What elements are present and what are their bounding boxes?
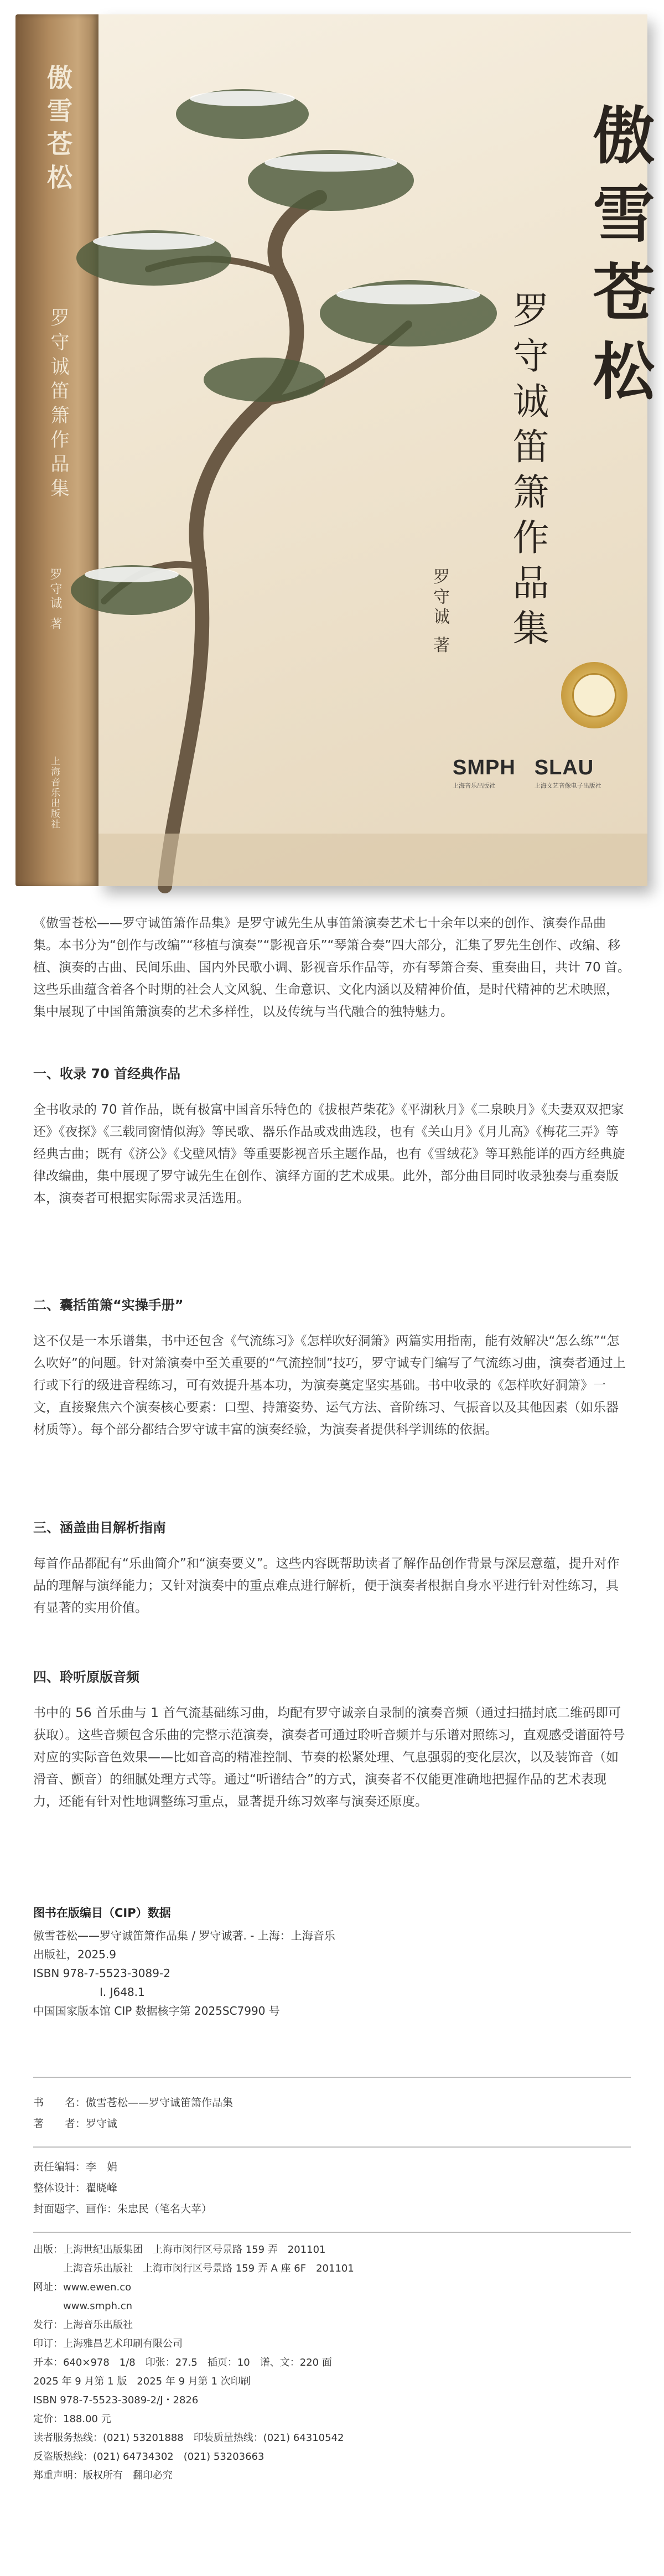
cip-line: Ⅰ. J648.1 [100, 1985, 145, 1999]
section-body: 这不仅是一本乐谱集，书中还包含《气流练习》《怎样吹好洞箫》两篇实用指南，能有效解决“怎么练”“怎么吹好”的问题。针对箫演奏中至关重要的“气流控制”技巧，罗守诚专门编写了气流练习曲，演奏者通过上行或下行的级进音程练习，可有效提升基本功，为演奏奠定坚实基础。书中收录的《怎样吹好洞箫》一文，直接聚焦六个演奏核心要素：口型、持箫姿势、运气方法、音阶练习、气振音以及其他因素（如乐器材质等）。每个部分都结合罗守诚丰富的演奏经验，为演奏者提供科学训练的依据。 [33, 1334, 626, 1437]
intro-paragraph: 《傲雪苍松——罗守诚笛箫作品集》是罗守诚先生从事笛箫演奏艺术七十余年以来的创作、演奏作品曲集。本书分为“创作与改编”“移植与演奏”“影视音乐”“琴箫合奏”四大部分，汇集了罗先生创作、改编、移植、演奏的古曲、民间乐曲、国内外民歌小调、影视音乐作品等，亦有琴箫合奏、重奏曲目，共计 70 首。这些乐曲蕴含着各个时期的社会人文风貌、生命意识、文化内涵以及精神价值，是时代精神的艺术映照，集中展现了中国笛箫演奏的艺术多样性，以及传统与当代融合的独特魅力。 [33, 916, 630, 1019]
section-body: 全书收录的 70 首作品，既有极富中国音乐特色的《拔根芦柴花》《平湖秋月》《二泉映月》《夫妻双双把家还》《夜探》《三载同窗情似海》等民歌、器乐作品或戏曲选段，也有《关山月》《月儿高》《梅花三弄》等经典古曲；既有《济公》《戈壁风情》等重要影视音乐主题作品，也有《雪绒花》等耳熟能详的西方经典旋律改编曲，集中展现了罗守诚先生在创作、演绎方面的艺术成果。此外，部分曲目同时收录独奏与重奏版本，演奏者可根据实际需求灵活选用。 [33, 1103, 625, 1206]
copyright-block [33, 2092, 631, 2134]
designer-line: 整体设计：翟晓峰 [33, 2182, 118, 2194]
edition-line: 2025 年 9 月第 1 版 2025 年 9 月第 1 次印刷 [33, 2376, 251, 2387]
smph-logo: SMPH 上海音乐出版社 [453, 756, 516, 789]
divider [33, 2232, 631, 2233]
credits-block [33, 2156, 631, 2220]
section-1 [33, 1063, 631, 1209]
website-line: www.smph.cn [33, 2300, 133, 2312]
section-body: 书中的 56 首乐曲与 1 首气流基础练习曲，均配有罗守诚亲自录制的演奏音频（通过扫描封底二维码即可获取）。这些音频包含乐曲的完整示范演奏，演奏者可通过聆听音频并与乐谱对照练习，直观感受谱面符号对应的实际音色效果——比如音高的精准控制、节奏的松紧处理、气息强弱的变化层次，以及装饰音（如滑音、颤音）的细腻处理方式等。通过“听谱结合”的方式，演奏者不仅能更准确地把握作品的艺术表现力，还能有针对性地调整练习重点，显著提升练习效率与演奏还原度。 [33, 1706, 625, 1809]
editor-line: 责任编辑：李 娟 [33, 2161, 118, 2173]
printer-line: 印订：上海雅昌艺术印刷有限公司 [33, 2338, 183, 2350]
cip-line: 出版社，2025.9 [33, 1948, 116, 1961]
book [15, 14, 655, 886]
isbn-line: ISBN 978-7-5523-3089-2/J・2826 [33, 2394, 199, 2406]
spine-title: 傲雪苍松 [43, 64, 73, 197]
section-heading: 四、聆听原版音频 [33, 1669, 139, 1685]
section-3 [33, 1517, 631, 1619]
publisher-line: 出版：上海世纪出版集团 上海市闵行区号景路 159 弄 201101 [33, 2244, 326, 2256]
book-front-cover [98, 14, 655, 886]
cip-title: 图书在版编目（CIP）数据 [33, 1906, 171, 1920]
hotline-line: 反盗版热线：(021) 64734302 (021) 53203663 [33, 2451, 264, 2463]
pine-tree-painting [98, 14, 647, 886]
book-cover-photo [0, 0, 664, 897]
hotline-line: 读者服务热线：(021) 53201888 印装质量热线：(021) 64310542 [33, 2432, 344, 2444]
cip-line: ISBN 978-7-5523-3089-2 [33, 1967, 170, 1980]
divider [33, 2077, 631, 2078]
cip-line: 中国国家版本馆 CIP 数据核字第 2025SC7990 号 [33, 2004, 280, 2018]
book-spine [15, 14, 98, 886]
cover-art-line: 封面题字、画作：朱忠民（笔名大苹） [33, 2203, 212, 2215]
cover-title: 傲雪苍松 [583, 103, 655, 417]
cover-author: 罗守诚 著 [430, 568, 449, 656]
cip-block [33, 1904, 631, 2020]
author-line: 著 者：罗守诚 [33, 2118, 118, 2130]
divider [33, 2146, 631, 2148]
cover-subtitle: 罗守诚笛箫作品集 [506, 291, 549, 654]
publisher-line: 上海音乐出版社 上海市闵行区号景路 159 弄 A 座 6F 201101 [33, 2263, 354, 2274]
cip-line: 傲雪苍松——罗守诚笛箫作品集 / 罗守诚著. - 上海：上海音乐 [33, 1929, 335, 1942]
publisher-logos [453, 756, 601, 790]
spine-publisher: 上海音乐出版社 [49, 756, 60, 830]
spine-author: 罗守诚 著 [48, 568, 62, 632]
award-badge-icon [561, 662, 627, 728]
section-2 [33, 1294, 631, 1441]
section-heading: 一、收录 70 首经典作品 [33, 1066, 181, 1082]
slau-logo: SLAU 上海文艺音像电子出版社 [534, 756, 601, 789]
section-heading: 三、涵盖曲目解析指南 [33, 1520, 166, 1535]
section-heading: 二、囊括笛箫“实操手册” [33, 1297, 184, 1313]
specs-line: 开本：640×978 1/8 印张：27.5 插页：10 谱、文：220 面 [33, 2357, 332, 2368]
notice-line: 郑重声明：版权所有 翻印必究 [33, 2470, 173, 2481]
book-name: 书 名：傲雪苍松——罗守诚笛箫作品集 [33, 2097, 234, 2109]
price-line: 定价：188.00 元 [33, 2413, 111, 2425]
section-4 [33, 1666, 631, 1813]
publication-block [33, 2241, 631, 2485]
distributor-line: 发行：上海音乐出版社 [33, 2319, 133, 2331]
spine-subtitle: 罗守诚笛箫作品集 [47, 308, 69, 503]
website-line: 网址：www.ewen.co [33, 2282, 132, 2293]
section-body: 每首作品都配有“乐曲简介”和“演奏要义”。这些内容既帮助读者了解作品创作背景与深层意蕴，提升对作品的理解与演绎能力；又针对演奏中的重点难点进行解析，便于演奏者根据自身水平进行针对性练习，具有显著的实用价值。 [33, 1556, 620, 1615]
